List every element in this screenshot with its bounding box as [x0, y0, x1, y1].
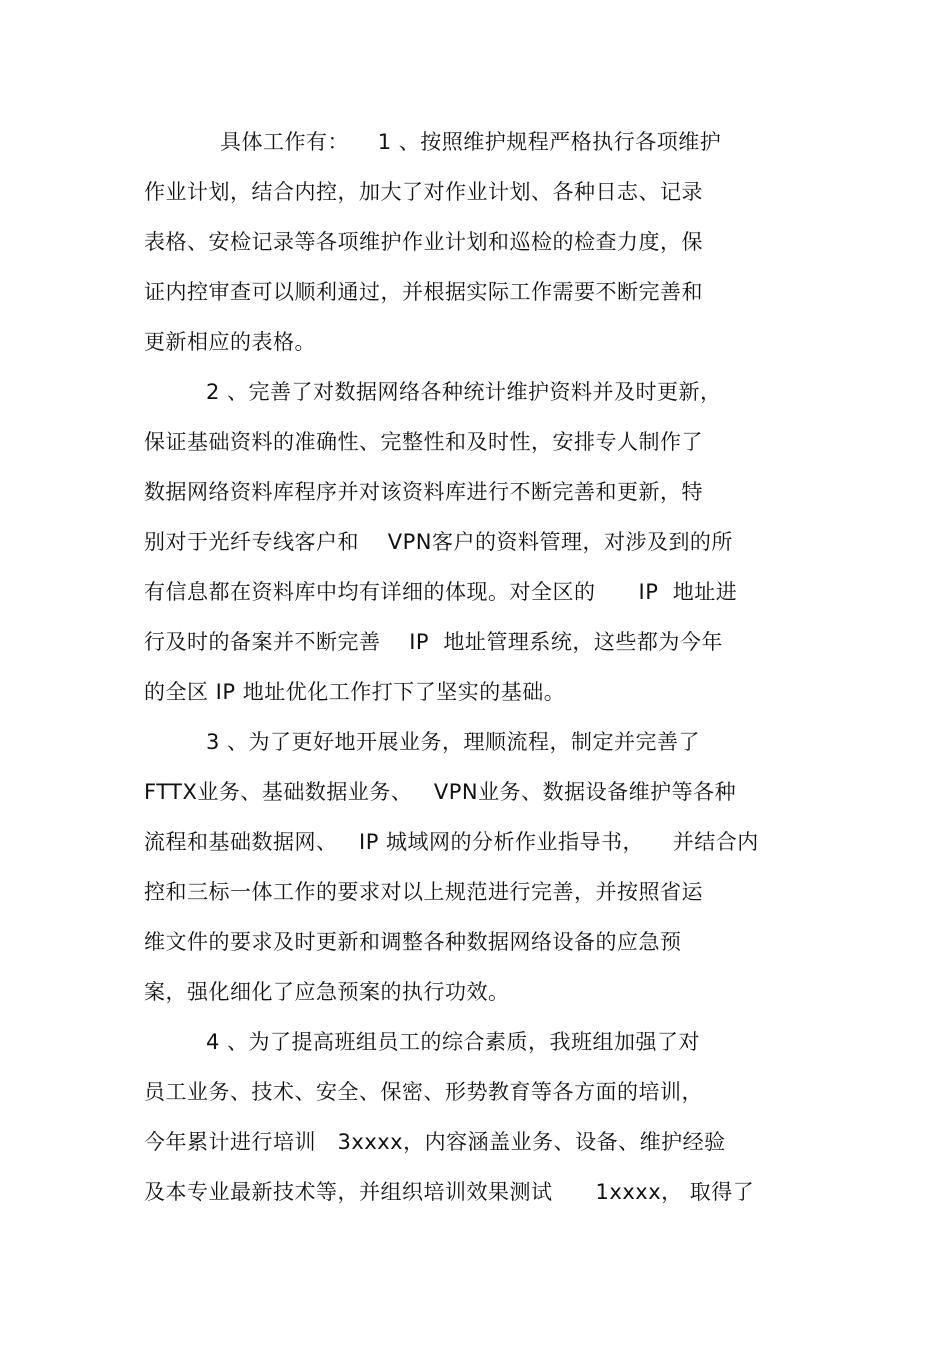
text-line-22: 及本专业最新技术等，并组织培训效果测试 1xxxx， 取得了 — [144, 1180, 755, 1204]
text-line-8: 数据网络资料库程序并对该资料库进行不断完善和更新，特 — [144, 480, 703, 504]
text-line-10: 有信息都在资料库中均有详细的体现。对全区的 IP 地址进 — [144, 580, 738, 604]
text-line-3: 表格、安检记录等各项维护作业计划和巡检的检查力度，保 — [144, 230, 703, 254]
text-line-1: 具体工作有： 1 、按照维护规程严格执行各项维护 — [220, 130, 722, 154]
text-line-11: 行及时的备案并不断完善 IP 地址管理系统，这些都为今年 — [144, 630, 723, 654]
text-line-12: 的全区 IP 地址优化工作打下了坚实的基础。 — [144, 680, 566, 704]
text-line-6: 2 、完善了对数据网络各种统计维护资料并及时更新， — [206, 380, 722, 404]
text-line-2: 作业计划，结合内控，加大了对作业计划、各种日志、记录 — [144, 180, 703, 204]
text-line-21: 今年累计进行培训 3xxxx，内容涵盖业务、设备、维护经验 — [144, 1130, 726, 1154]
text-line-5: 更新相应的表格。 — [144, 330, 316, 354]
text-line-17: 维文件的要求及时更新和调整各种数据网络设备的应急预 — [144, 930, 682, 954]
text-line-7: 保证基础资料的准确性、完整性和及时性，安排专人制作了 — [144, 430, 703, 454]
text-line-20: 员工业务、技术、安全、保密、形势教育等各方面的培训， — [144, 1080, 703, 1104]
text-line-4: 证内控审查可以顺利通过，并根据实际工作需要不断完善和 — [144, 280, 703, 304]
text-line-14: FTTX业务、基础数据业务、 VPN业务、数据设备维护等各种 — [144, 780, 737, 804]
text-line-13: 3 、为了更好地开展业务，理顺流程，制定并完善了 — [206, 730, 701, 754]
text-line-18: 案，强化细化了应急预案的执行功效。 — [144, 980, 510, 1004]
text-line-16: 控和三标一体工作的要求对以上规范进行完善，并按照省运 — [144, 880, 703, 904]
text-line-15: 流程和基础数据网、 IP 城域网的分析作业指导书， 并结合内 — [144, 830, 759, 854]
text-line-9: 别对于光纤专线客户和 VPN客户的资料管理，对涉及到的所 — [144, 530, 733, 554]
text-line-19: 4 、为了提高班组员工的综合素质，我班组加强了对 — [206, 1030, 701, 1054]
